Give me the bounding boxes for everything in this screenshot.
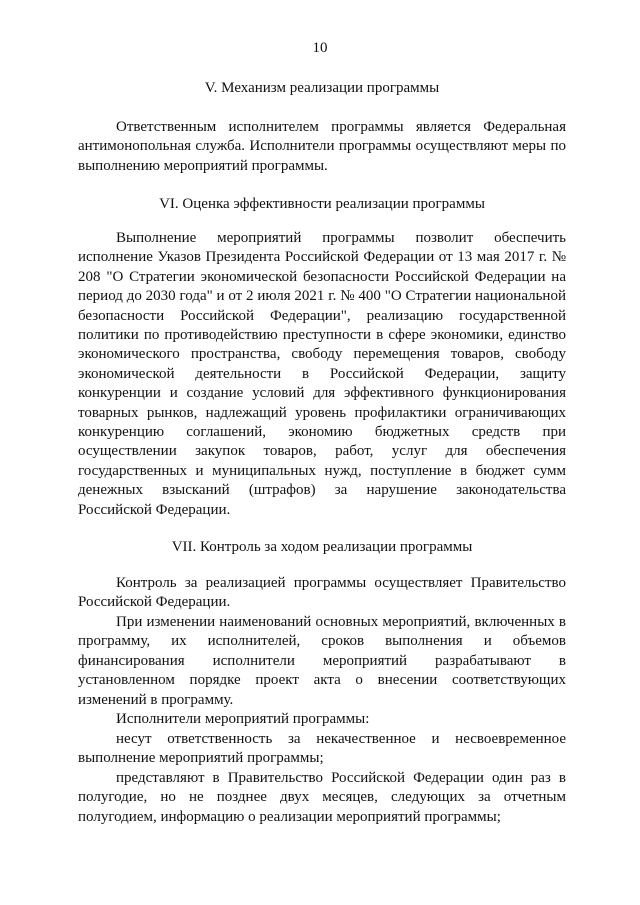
section-vii-paragraph-2: При изменении наименований основных мероприятий, включенных в программу, их исполнителей, сроков выполнения и объемов финансирования исполнители мероприятий разрабатывают в установленном порядке проект акта о внесении соответствующих изменений в программу. — [78, 614, 566, 708]
section-vi-paragraph-1: Выполнение мероприятий программы позволит обеспечить исполнение Указов Президента Российской Федерации от 13 мая 2017 г. № 208 "О Стратегии экономической безопасности Российской Федерации на период до 2030 года" и от 2 июля 2021 г. № 400 "О Стратегии национальной безопасности Российской Федерации", реализацию государственной политики по противодействию преступности в сфере экономики, единство экономического пространства, свободу перемещения товаров, свободу экономической деятельности в Российской Федерации, защиту конкуренции и создание условий для эффективного функционирования товарных рынков, надлежащий уровень профилактики ограничивающих конкуренцию соглашений, экономию бюджетных средств при осуществлении закупок товаров, работ, услуг для обеспечения государственных и муниципальных нужд, поступление в бюджет сумм денежных взысканий (штрафов) за нарушение законодательства Российской Федерации. — [78, 230, 566, 518]
section-v-paragraph-1: Ответственным исполнителем программы является Федеральная антимонопольная служба. Исполнители программы осуществляют меры по выполнению мероприятий программы. — [78, 119, 566, 174]
section-vii-paragraph-1: Контроль за реализацией программы осуществляет Правительство Российской Федерации. — [78, 575, 566, 611]
section-heading-vii: VII. Контроль за ходом реализации программы — [171, 539, 473, 555]
section-vii-paragraph-5: представляют в Правительство Российской Федерации один раз в полугодие, но не позднее двух месяцев, следующих за отчетным полугодием, информацию о реализации мероприятий программы; — [78, 770, 566, 825]
page-number: 10 — [312, 40, 328, 56]
section-vii-paragraph-3: Исполнители мероприятий программы: — [116, 711, 370, 727]
section-heading-v: V. Механизм реализации программы — [204, 80, 440, 96]
section-heading-vi: VI. Оценка эффективности реализации программы — [159, 196, 485, 212]
section-vii-paragraph-4: несут ответственность за некачественное и несвоевременное выполнение мероприятий программы; — [78, 731, 566, 767]
